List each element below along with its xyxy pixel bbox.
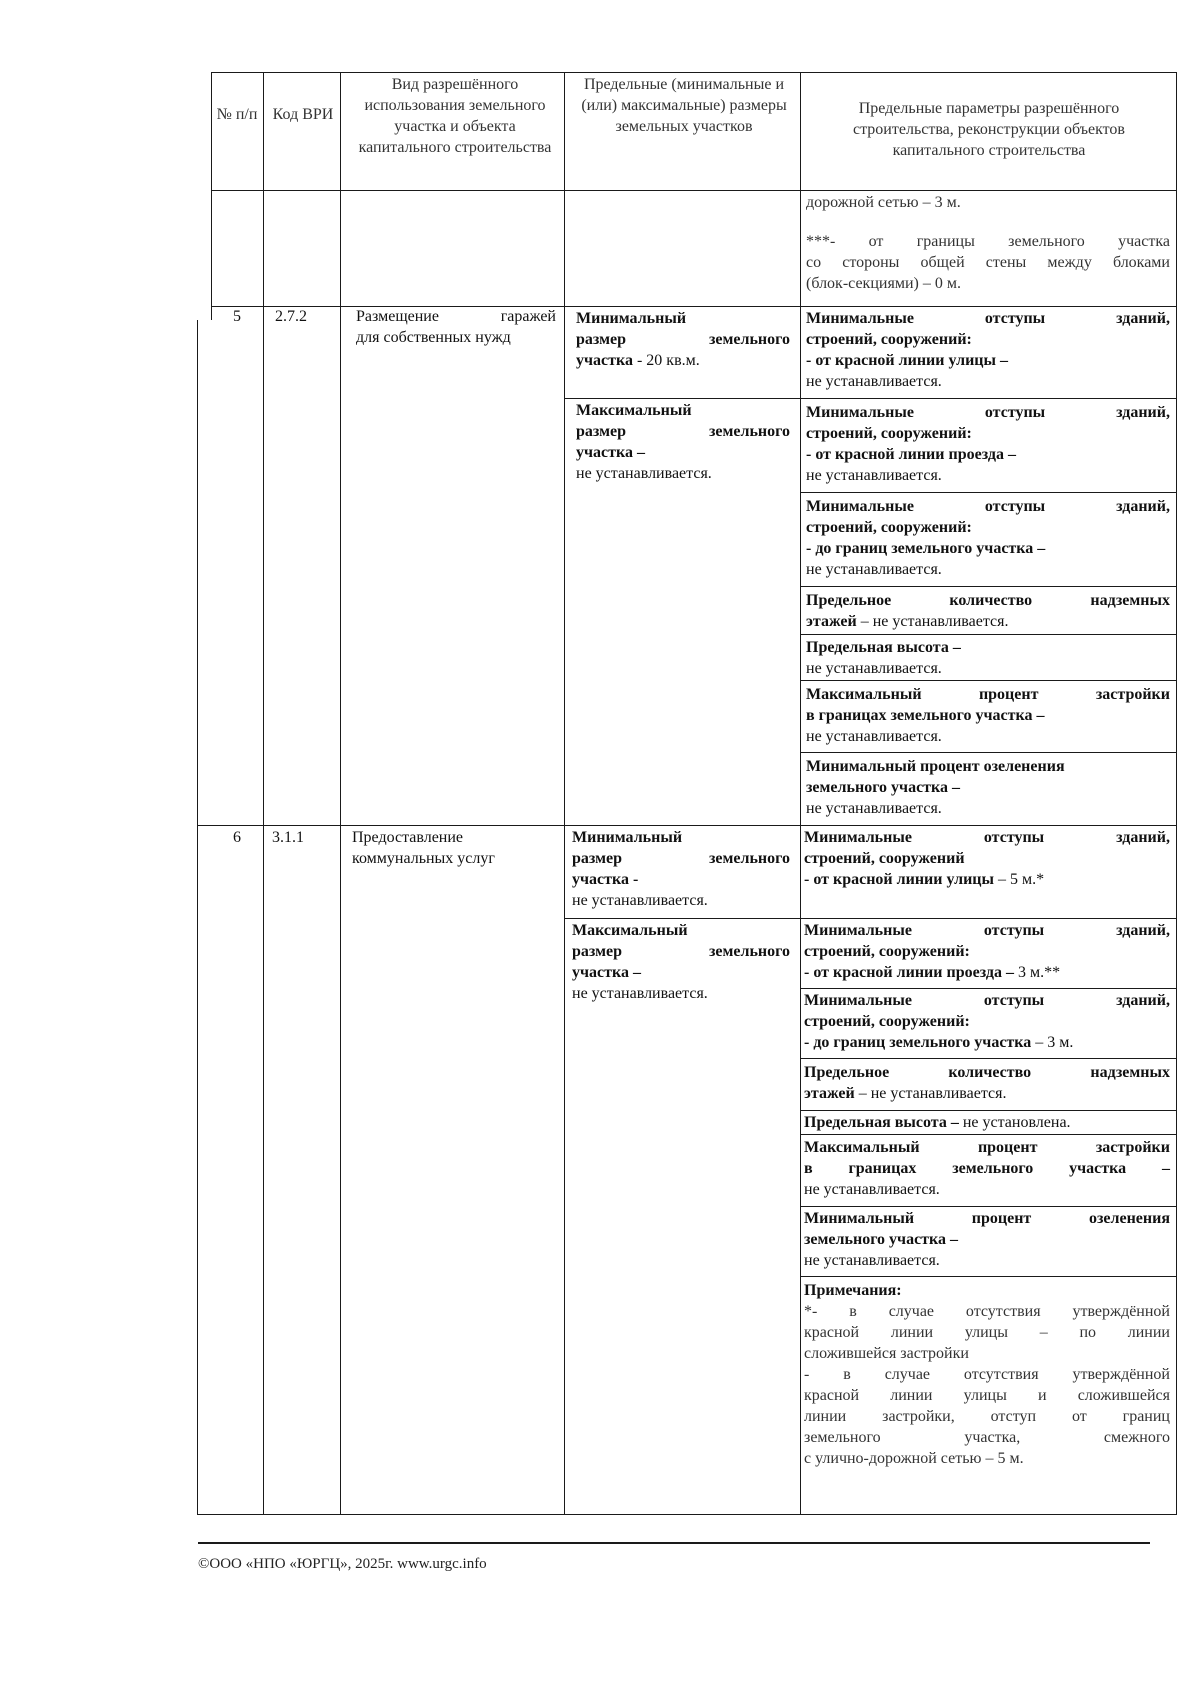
header-code: Код ВРИ bbox=[272, 106, 334, 123]
row6-param-red-line-street: Минимальные отступы зданий, строений, сооружений - от красной линии улицы – 5 м.* bbox=[804, 829, 1170, 888]
row5-param-red-line-street: Минимальные отступы зданий, строений, сооружений: - от красной линии улицы – не устанавливается. bbox=[806, 310, 1170, 390]
header-num: № п/п bbox=[216, 106, 258, 123]
header-sizes: Предельные (минимальные и (или) максимальные) размеры земельных участков bbox=[581, 76, 787, 135]
row6-max-size: Максимальный размер земельного участка – не устанавливается. bbox=[572, 922, 790, 1002]
row6-param-floors: Предельное количество надземных этажей – не устанавливается. bbox=[804, 1064, 1170, 1102]
row5-param-height: Предельная высота – не устанавливается. bbox=[806, 639, 961, 677]
row6-param-height: Предельная высота – не установлена. bbox=[804, 1114, 1071, 1131]
row5-use: Размещение гаражей для собственных нужд bbox=[356, 308, 556, 346]
row5-param-greenery-percent: Минимальный процент озеленения земельного участка – не устанавливается. bbox=[806, 758, 1065, 817]
row6-min-size: Минимальный размер земельного участка - не устанавливается. bbox=[572, 829, 790, 909]
row5-param-red-line-drive: Минимальные отступы зданий, строений, сооружений: - от красной линии проезда – не устанавливается. bbox=[806, 404, 1170, 484]
row6-code: 3.1.1 bbox=[272, 829, 304, 846]
page-footer: ©ООО «НПО «ЮРГЦ», 2025г. www.urgc.info bbox=[198, 1556, 487, 1572]
row6-param-red-line-drive: Минимальные отступы зданий, строений, сооружений: - от красной линии проезда – 3 м.** bbox=[804, 922, 1170, 981]
row6-notes: Примечания: *- в случае отсутствия утверждённой красной линии улицы – по линии сложившейся застройки - в случае отсутствия утверждённой красной линии улицы и сложившейся линии застройки, отступ от границ земельного участка, смежного с улично-дорожной сетью – 5 м. bbox=[804, 1282, 1170, 1467]
header-params: Предельные параметры разрешённого строительства, реконструкции объектов капитального строительства bbox=[853, 100, 1125, 159]
row6-num: 6 bbox=[233, 829, 241, 846]
row6-use: Предоставление коммунальных услуг bbox=[352, 829, 495, 867]
row5-min-size: Минимальный размер земельного участка - 20 кв.м. bbox=[576, 310, 790, 369]
row5-param-plot-boundary: Минимальные отступы зданий, строений, сооружений: - до границ земельного участка – не устанавливается. bbox=[806, 498, 1170, 578]
header-use: Вид разрешённого использования земельного участка и объекта капитального строительства bbox=[358, 76, 552, 156]
row5-num: 5 bbox=[233, 308, 241, 325]
row6-param-built-up-percent: Максимальный процент застройки в границах земельного участка – не устанавливается. bbox=[804, 1139, 1170, 1198]
row5-param-built-up-percent: Максимальный процент застройки в границах земельного участка – не устанавливается. bbox=[806, 686, 1170, 745]
row6-param-plot-boundary: Минимальные отступы зданий, строений, сооружений: - до границ земельного участка – 3 м. bbox=[804, 992, 1170, 1051]
continuation-text: дорожной сетью – 3 м. ***- от границы земельного участка со стороны общей стены между блоками (блок-секциями) – 0 м. bbox=[806, 194, 1170, 292]
row5-param-floors: Предельное количество надземных этажей – не устанавливается. bbox=[806, 592, 1170, 630]
row6-param-greenery-percent: Минимальный процент озеленения земельного участка – не устанавливается. bbox=[804, 1210, 1170, 1269]
row5-code: 2.7.2 bbox=[275, 308, 307, 325]
row5-max-size: Максимальный размер земельного участка – не устанавливается. bbox=[576, 402, 790, 482]
